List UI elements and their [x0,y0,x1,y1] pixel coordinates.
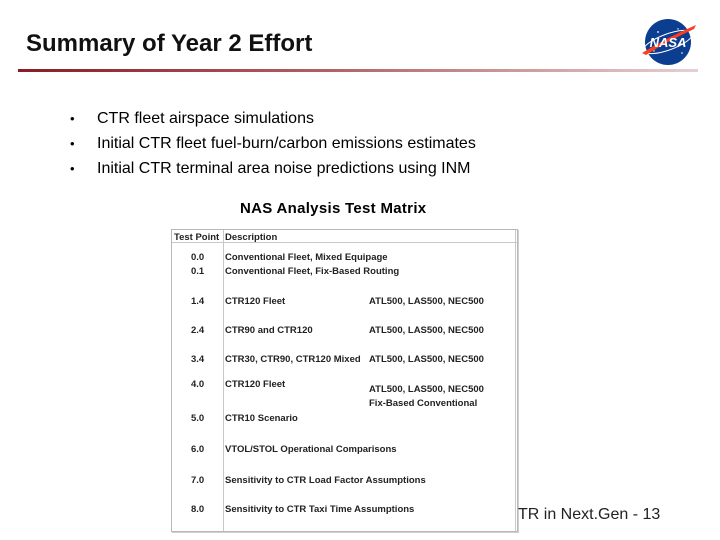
title-divider [18,69,698,72]
column-header-test-point: Test Point [174,232,220,243]
slide-title: Summary of Year 2 Effort [26,30,313,57]
description-cell: Conventional Fleet, Fix-Based Routing [225,266,400,277]
bullet-item [70,106,476,131]
description-cell: VTOL/STOL Operational Comparisons [225,444,397,455]
test-point-cell: 0.0 [191,252,205,263]
bullet-dot-icon: • [70,136,75,151]
description-cell: CTR120 Fleet [225,296,286,307]
tools-cell: ATL500, LAS500, NEC500 [369,354,484,365]
bullet-dot-icon: • [70,111,75,126]
tools-cell: ATL500, LAS500, NEC500 [369,384,484,395]
logo-text: NASA [649,35,687,50]
description-cell: CTR90 and CTR120 [225,325,313,336]
description-cell: CTR10 Scenario [225,413,298,424]
slide-footer: TR in Next.Gen - 13 [518,506,661,523]
test-point-cell: 4.0 [191,379,205,390]
bullet-text: Initial CTR terminal area noise predictions using INM [97,160,471,177]
tools-cell: Fix-Based Conventional [369,398,478,409]
test-point-cell: 0.1 [191,266,205,277]
description-cell: CTR30, CTR90, CTR120 Mixed [225,354,361,365]
table-edge [515,230,516,531]
bullet-dot-icon: • [70,161,75,176]
description-cell: Sensitivity to CTR Load Factor Assumptions [225,475,426,486]
description-cell: Conventional Fleet, Mixed Equipage [225,252,388,263]
test-point-cell: 8.0 [191,504,205,515]
description-cell: Sensitivity to CTR Taxi Time Assumptions [225,504,415,515]
test-matrix-table [171,229,518,532]
test-point-cell: 1.4 [191,296,205,307]
bullet-text: CTR fleet airspace simulations [97,110,314,127]
header-divider [172,242,517,243]
description-cell: CTR120 Fleet [225,379,286,390]
bullet-list [70,106,476,181]
tools-cell: ATL500, LAS500, NEC500 [369,296,484,307]
test-point-cell: 3.4 [191,354,205,365]
test-point-cell: 7.0 [191,475,205,486]
tools-cell: ATL500, LAS500, NEC500 [369,325,484,336]
test-point-cell: 6.0 [191,444,205,455]
nasa-logo-icon [638,17,698,67]
test-point-cell: 5.0 [191,413,205,424]
column-divider [223,230,224,531]
matrix-title: NAS Analysis Test Matrix [240,200,427,217]
bullet-text: Initial CTR fleet fuel-burn/carbon emissions estimates [97,135,476,152]
column-header-description: Description [225,232,278,243]
bullet-item [70,156,476,181]
bullet-item [70,131,476,156]
test-point-cell: 2.4 [191,325,205,336]
